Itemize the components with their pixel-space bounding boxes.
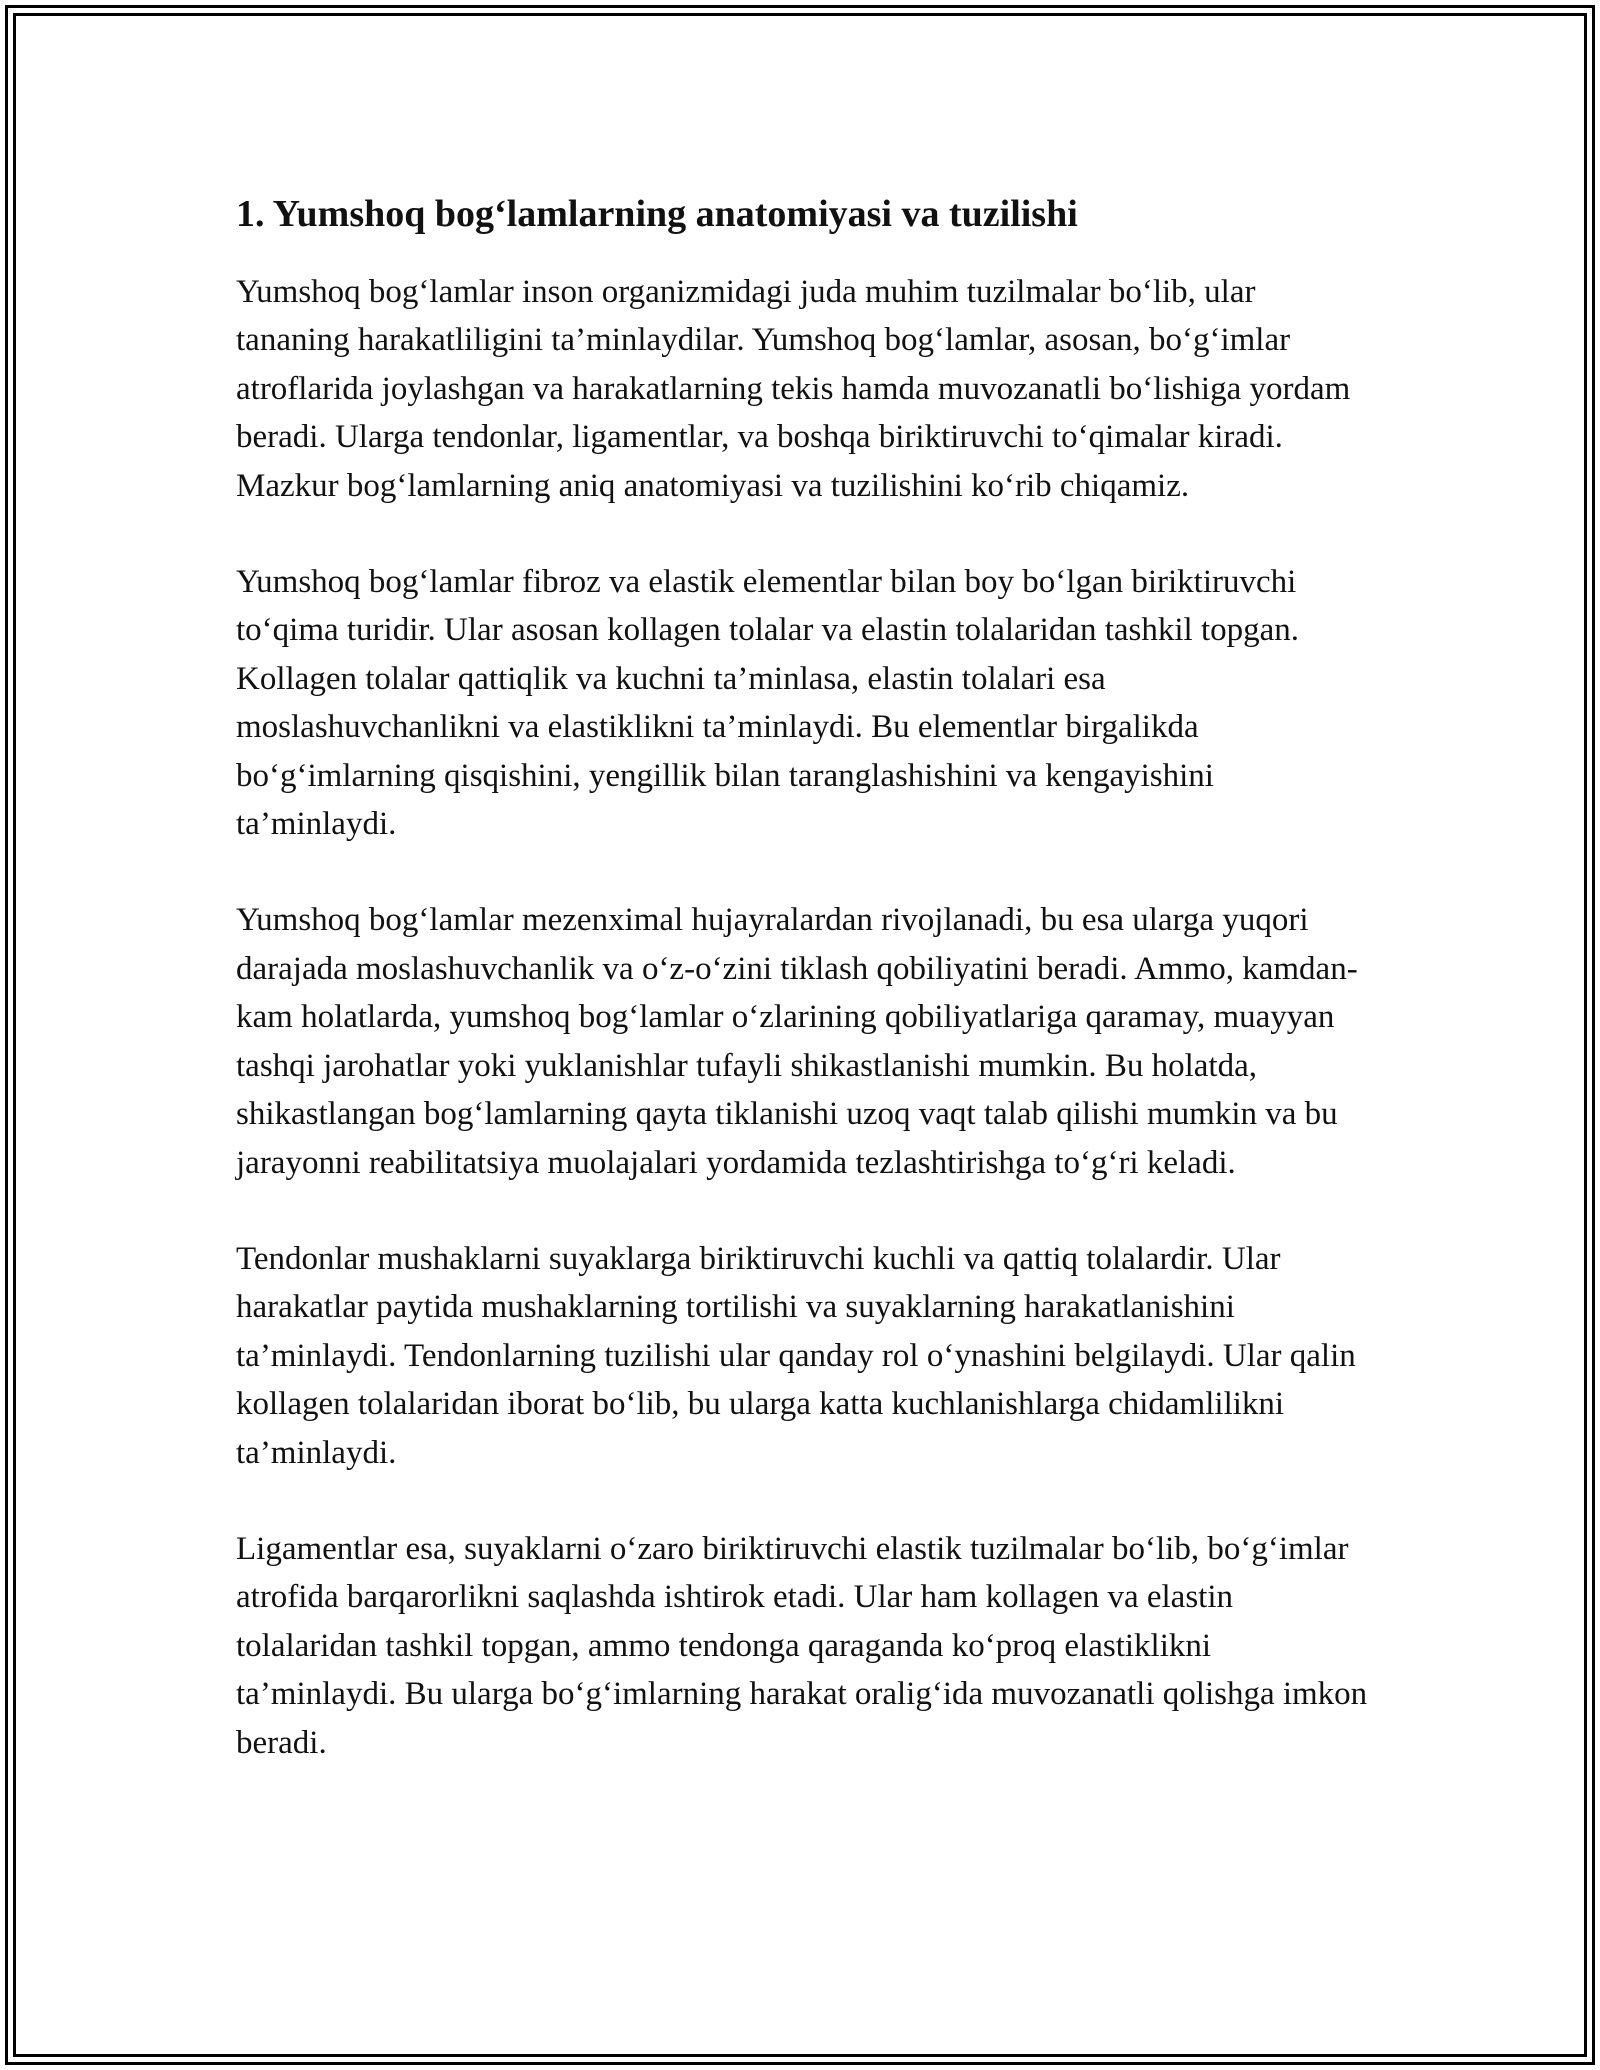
paragraph-5: Ligamentlar esa, suyaklarni o‘zaro biriktiruvchi elastik tuzilmalar bo‘lib, bo‘g‘imlar atrofida barqarorlikni saqlashda ishtirok etadi. Ular ham kollagen va elastin tolalaridan tashkil topgan, ammo tendonga qaraganda ko‘proq elastiklikni ta’minlaydi. Bu ularga bo‘g‘imlarning harakat oralig‘ida muvozanatli qolishga imkon beradi. <box>236 1530 1368 1761</box>
paragraph-2: Yumshoq bog‘lamlar fibroz va elastik elementlar bilan boy bo‘lgan biriktiruvchi to‘qima turidir. Ular asosan kollagen tolalar va elastin tolalaridan tashkil topgan. Kollagen tolalar qattiqlik va kuchni ta’minlasa, elastin tolalari esa moslashuvchanlikni va elastiklikni ta’minlaydi. Bu elementlar birgalikda bo‘g‘imlarning qisqishini, yengillik bilan taranglashishini va kengayishini ta’minlaydi. <box>236 564 1300 843</box>
paragraph-3: Yumshoq bog‘lamlar mezenximal hujayralardan rivojlanadi, bu esa ularga yuqori darajada moslashuvchanlik va o‘z-o‘zini tiklash qobiliyatini beradi. Ammo, kamdan-kam holatlarda, yumshoq bog‘lamlar o‘zlarining qobiliyatlariga qaramay, muayyan tashqi jarohatlar yoki yuklanishlar tufayli shikastlanishi mumkin. Bu holatda, shikastlangan bog‘lamlarning qayta tiklanishi uzoq vaqt talab qilishi mumkin va bu jarayonni reabilitatsiya muolajalari yordamida tezlashtirishga to‘g‘ri keladi. <box>236 902 1358 1181</box>
section-heading: 1. Yumshoq bog‘lamlarning anatomiyasi va tuzilishi <box>236 193 1078 235</box>
paragraph-4: Tendonlar mushaklarni suyaklarga biriktiruvchi kuchli va qattiq tolalardir. Ular harakatlar paytida mushaklarning tortilishi va suyaklarning harakatlanishini ta’minlaydi. Tendonlarning tuzilishi ular qanday rol o‘ynashini belgilaydi. Ular qalin kollagen tolalaridan iborat bo‘lib, bu ularga katta kuchlanishlarga chidamlilikni ta’minlaydi. <box>236 1240 1356 1471</box>
document-body <box>236 186 1376 1815</box>
paragraph-1: Yumshoq bog‘lamlar inson organizmidagi juda muhim tuzilmalar bo‘lib, ular tananing harakatliligini ta’minlaydilar. Yumshoq bog‘lamlar, asosan, bo‘g‘imlar atroflarida joylashgan va harakatlarning tekis hamda muvozanatli bo‘lishiga yordam beradi. Ularga tendonlar, ligamentlar, va boshqa biriktiruvchi to‘qimalar kiradi. Mazkur bog‘lamlarning aniq anatomiyasi va tuzilishini ko‘rib chiqamiz. <box>236 274 1351 504</box>
